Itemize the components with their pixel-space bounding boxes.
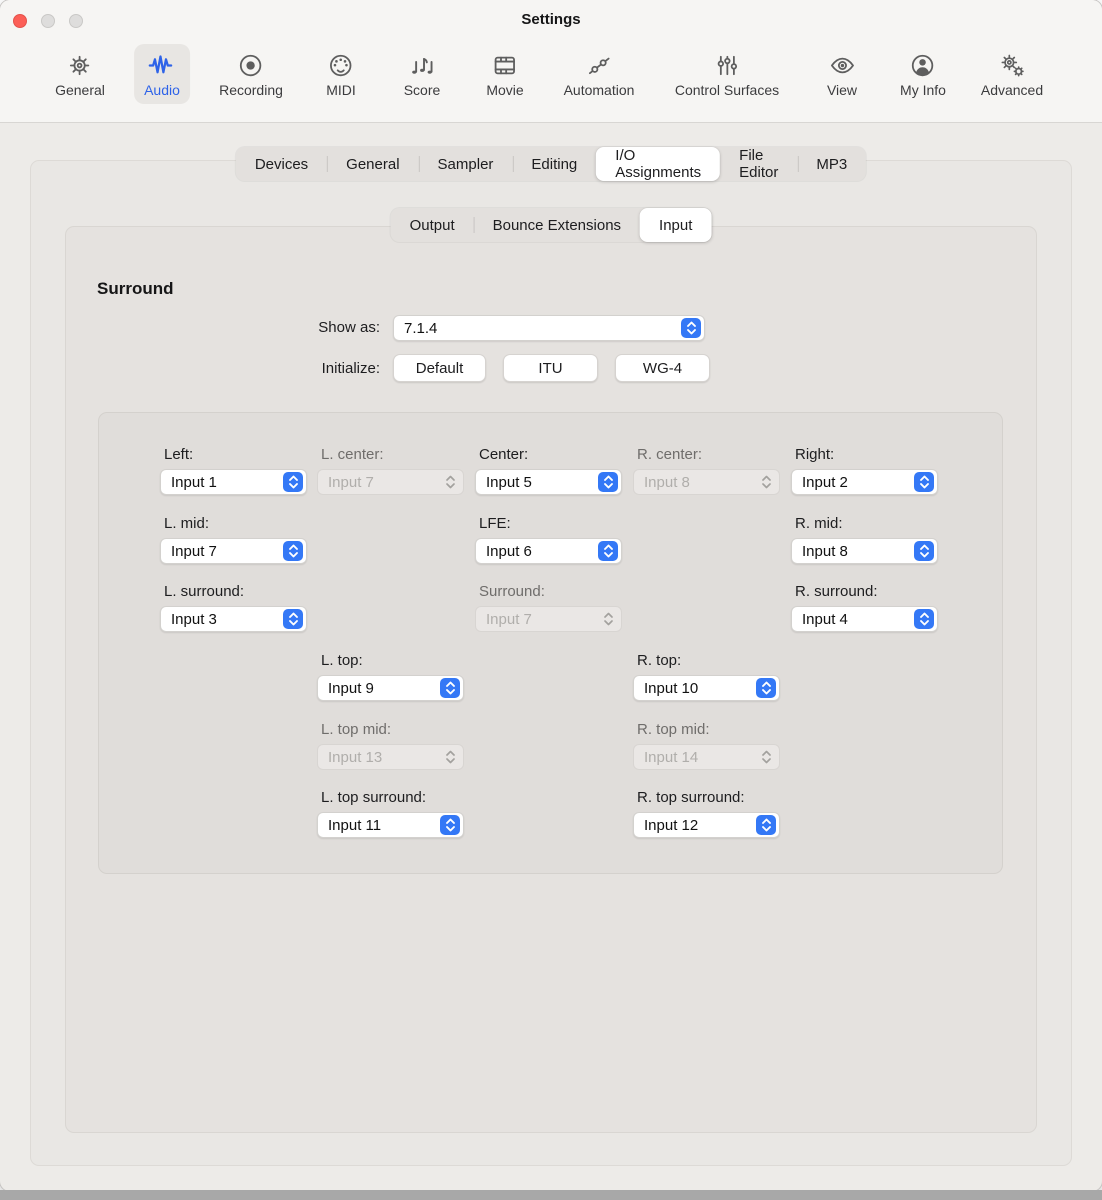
- chevron-updown-icon: [598, 609, 618, 629]
- toolbar-item-movie[interactable]: [476, 44, 533, 104]
- tab-editing[interactable]: Editing: [512, 147, 596, 181]
- channel-popup: [317, 744, 464, 770]
- chevron-updown-icon: [283, 541, 303, 561]
- channel-lfe: [475, 515, 625, 564]
- channel-popup[interactable]: [160, 606, 307, 632]
- popup-value: Input 4: [802, 610, 848, 628]
- chevron-updown-icon: [440, 815, 460, 835]
- channel-popup[interactable]: [317, 675, 464, 701]
- wg4-button[interactable]: WG-4: [615, 354, 710, 382]
- itu-button[interactable]: ITU: [503, 354, 598, 382]
- channel-label: R. top:: [637, 652, 682, 669]
- toolbar-label: MIDI: [326, 81, 356, 98]
- toolbar-label: View: [826, 81, 858, 98]
- channel-popup: [317, 469, 464, 495]
- window-shadow-edge: [0, 1190, 1102, 1200]
- channel-label: R. top mid:: [637, 721, 710, 738]
- channel-l-center: [317, 446, 467, 495]
- channel-label: LFE:: [479, 515, 511, 532]
- popup-value: Input 12: [644, 816, 699, 834]
- toolbar-label: General: [55, 81, 105, 98]
- channel-center: [475, 446, 625, 495]
- subtab-input[interactable]: Input: [640, 208, 711, 242]
- channel-label: Left:: [164, 446, 194, 463]
- channel-r-top-mid: [633, 721, 783, 770]
- audio-tab-bar: [236, 147, 866, 181]
- popup-value: Input 14: [644, 748, 699, 766]
- channel-label: R. surround:: [795, 583, 878, 600]
- channel-surround: [475, 583, 625, 632]
- tab-mp3[interactable]: MP3: [797, 147, 866, 181]
- popup-value: Input 3: [171, 610, 217, 628]
- channel-label: L. center:: [321, 446, 384, 463]
- sliders-icon: [714, 51, 741, 81]
- channel-popup[interactable]: [475, 469, 622, 495]
- channel-popup[interactable]: [160, 469, 307, 495]
- popup-value: Input 8: [644, 473, 690, 491]
- channel-left: [160, 446, 310, 495]
- toolbar-label: Movie: [486, 81, 524, 98]
- titlebar-toolbar: [0, 0, 1102, 123]
- chevron-updown-icon: [756, 747, 776, 767]
- popup-value: Input 1: [171, 473, 217, 491]
- chevron-updown-icon: [440, 472, 460, 492]
- channel-l-top-mid: [317, 721, 467, 770]
- gear-icon: [67, 51, 94, 81]
- channel-label: Right:: [795, 446, 835, 463]
- channel-label: Surround:: [479, 583, 545, 600]
- channel-right: [791, 446, 941, 495]
- channel-r-center: [633, 446, 783, 495]
- chevron-updown-icon: [598, 472, 618, 492]
- channel-popup: [633, 469, 780, 495]
- midi-plug-icon: [328, 51, 355, 81]
- popup-value: Input 7: [328, 473, 374, 491]
- channel-r-mid: [791, 515, 941, 564]
- toolbar-label: Score: [403, 81, 441, 98]
- popup-value: 7.1.4: [404, 319, 438, 337]
- chevron-updown-icon: [914, 541, 934, 561]
- person-icon: [910, 51, 937, 81]
- channel-popup[interactable]: [317, 812, 464, 838]
- channel-label: L. mid:: [164, 515, 210, 532]
- channel-label: L. surround:: [164, 583, 245, 600]
- chevron-updown-icon: [756, 472, 776, 492]
- toolbar-item-my-info[interactable]: [890, 44, 956, 104]
- popup-value: Input 7: [486, 610, 532, 628]
- channel-popup[interactable]: [633, 812, 780, 838]
- toolbar-label: Audio: [144, 81, 180, 98]
- io-subtab-bar: [391, 208, 712, 242]
- channel-l-surround: [160, 583, 310, 632]
- tab-file-editor[interactable]: File Editor: [739, 147, 779, 181]
- toolbar-item-recording[interactable]: [209, 44, 293, 104]
- double-gear-icon: [999, 51, 1026, 81]
- toolbar-item-audio[interactable]: [134, 44, 190, 104]
- channel-label: R. top surround:: [637, 789, 745, 806]
- channel-r-top: [633, 652, 783, 701]
- chevron-updown-icon: [440, 678, 460, 698]
- window-title: Settings: [521, 11, 581, 28]
- toolbar-label: My Info: [900, 81, 946, 98]
- toolbar-item-general[interactable]: [45, 44, 115, 104]
- channel-l-mid: [160, 515, 310, 564]
- toolbar-label: Automation: [563, 81, 635, 98]
- popup-value: Input 7: [171, 542, 217, 560]
- chevron-updown-icon: [283, 472, 303, 492]
- channel-label: L. top:: [321, 652, 363, 669]
- chevron-updown-icon: [914, 609, 934, 629]
- subtab-bounce-extensions[interactable]: Bounce Extensions: [474, 208, 640, 242]
- channel-l-top-surround: [317, 789, 467, 838]
- popup-value: Input 2: [802, 473, 848, 491]
- channel-r-surround: [791, 583, 941, 632]
- channel-popup[interactable]: [475, 538, 622, 564]
- channel-label: R. mid:: [795, 515, 843, 532]
- popup-value: Input 9: [328, 679, 374, 697]
- chevron-updown-icon: [756, 678, 776, 698]
- chevron-updown-icon: [283, 609, 303, 629]
- record-icon: [237, 51, 264, 81]
- toolbar-label: Advanced: [980, 81, 1044, 98]
- channel-r-top-surround: [633, 789, 783, 838]
- channel-label: R. center:: [637, 446, 703, 463]
- chevron-updown-icon: [681, 318, 701, 338]
- popup-value: Input 11: [328, 816, 382, 834]
- channel-popup[interactable]: [791, 606, 938, 632]
- toolbar-label: Control Surfaces: [674, 81, 780, 98]
- popup-value: Input 10: [644, 679, 699, 697]
- toolbar-item-control-surfaces[interactable]: [665, 44, 789, 104]
- music-notes-icon: [408, 51, 435, 81]
- channel-l-top: [317, 652, 467, 701]
- tab-io-assignments[interactable]: I/O Assignments: [596, 147, 720, 181]
- eye-icon: [829, 51, 856, 81]
- waveform-icon: [149, 51, 176, 81]
- channel-popup[interactable]: [791, 538, 938, 564]
- automation-nodes-icon: [585, 51, 612, 81]
- channel-popup[interactable]: [160, 538, 307, 564]
- surround-heading: Surround: [97, 279, 174, 298]
- chevron-updown-icon: [756, 815, 776, 835]
- toolbar-item-automation[interactable]: [554, 44, 645, 104]
- show-as-popup[interactable]: [393, 315, 705, 341]
- channel-label: Center:: [479, 446, 529, 463]
- film-frame-icon: [491, 51, 518, 81]
- subtab-output[interactable]: Output: [409, 216, 455, 234]
- channel-popup[interactable]: [633, 675, 780, 701]
- toolbar-item-score[interactable]: [394, 44, 451, 104]
- channel-popup[interactable]: [791, 469, 938, 495]
- default-button[interactable]: Default: [393, 354, 486, 382]
- popup-value: Input 8: [802, 542, 848, 560]
- popup-value: Input 5: [486, 473, 532, 491]
- channel-popup: [475, 606, 622, 632]
- channel-label: L. top surround:: [321, 789, 427, 806]
- channel-popup: [633, 744, 780, 770]
- show-as-label: Show as:: [318, 319, 380, 336]
- toolbar-item-midi[interactable]: [316, 44, 366, 104]
- toolbar-item-view[interactable]: [817, 44, 867, 104]
- chevron-updown-icon: [440, 747, 460, 767]
- chevron-updown-icon: [598, 541, 618, 561]
- channel-label: L. top mid:: [321, 721, 392, 738]
- toolbar-item-advanced[interactable]: [971, 44, 1053, 104]
- chevron-updown-icon: [914, 472, 934, 492]
- initialize-label: Initialize:: [321, 360, 380, 377]
- popup-value: Input 13: [328, 748, 383, 766]
- tab-general[interactable]: General: [327, 147, 418, 181]
- popup-value: Input 6: [486, 542, 532, 560]
- tab-devices[interactable]: Devices: [254, 155, 309, 173]
- toolbar-label: Recording: [219, 81, 283, 98]
- tab-sampler[interactable]: Sampler: [419, 147, 513, 181]
